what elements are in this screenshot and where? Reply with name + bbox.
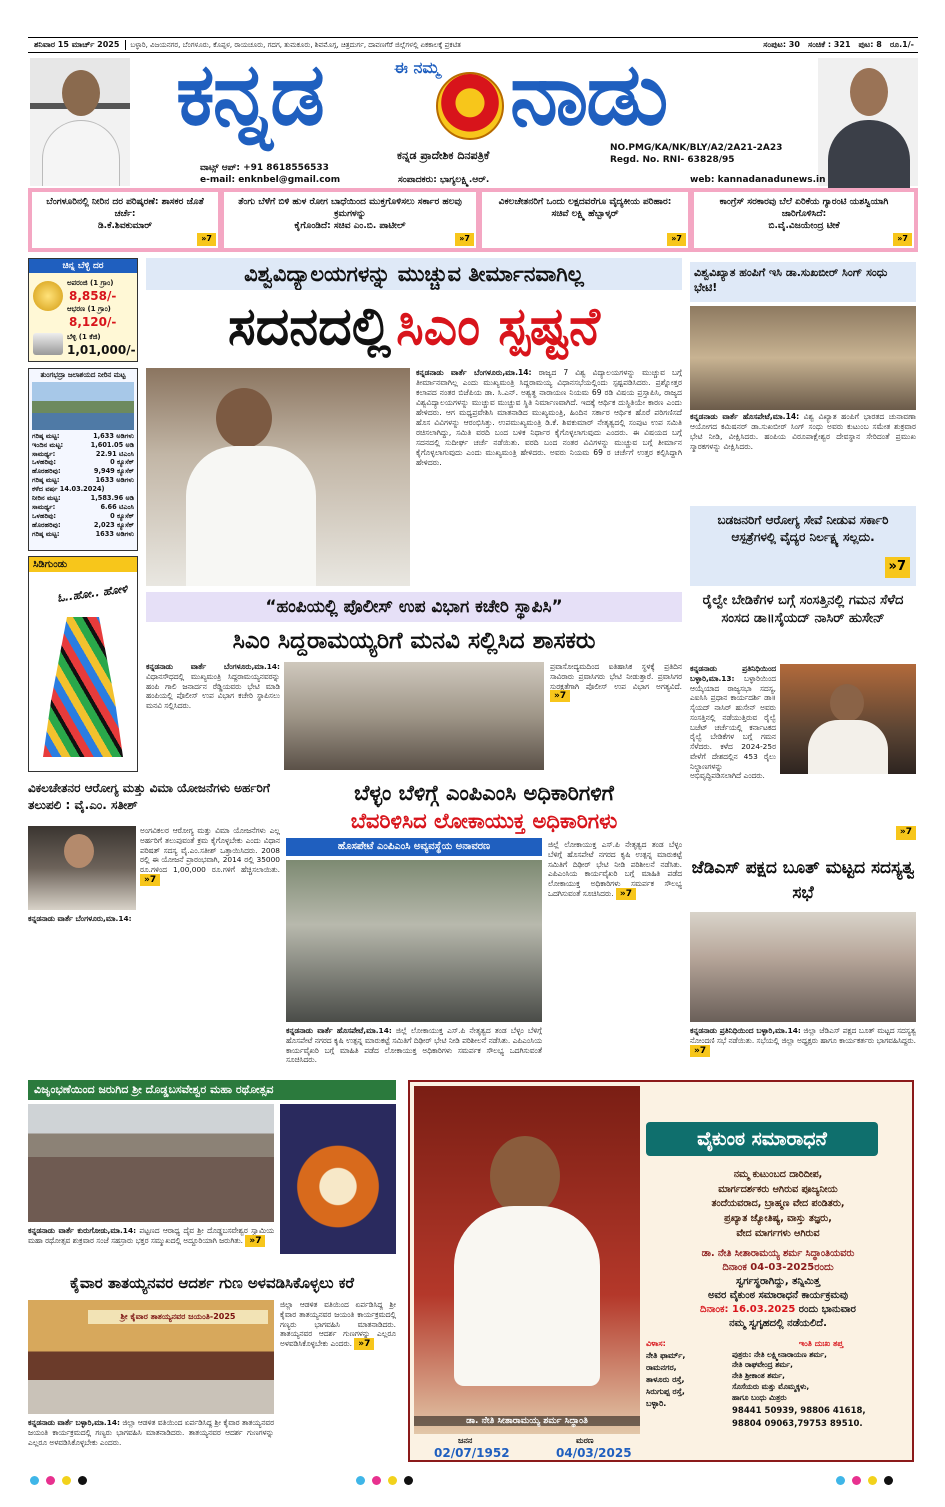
dam-row-value: 1,601.05 ಅಡಿ xyxy=(90,440,134,449)
obituary-address-title: ವಿಳಾಸ: xyxy=(646,1339,666,1348)
teaser-4-page: »7 xyxy=(893,233,912,246)
dam-row xyxy=(32,494,134,503)
lead-body xyxy=(416,368,682,586)
obituary-family-title: ಇಂತಿ ದುಃಖ ತಪ್ತ xyxy=(798,1339,844,1348)
obituary-text xyxy=(646,1168,910,1242)
print-registration-right xyxy=(836,1470,900,1489)
editor: ಸಂಪಾದಕರು: ಭಾಗ್ಯಲಕ್ಷ್ಮಿ.ಆರ್. xyxy=(398,175,490,185)
teaser-4[interactable] xyxy=(694,192,914,248)
dam-row xyxy=(32,450,134,459)
health-page: »7 xyxy=(885,557,910,578)
dam-row xyxy=(32,476,134,485)
reg-no-1: NO.PMG/KA/NK/BLY/A2/2A21-2A23 xyxy=(610,143,783,153)
satish-headline: ವಿಕಲಚೇತನರ ಆರೋಗ್ಯ ಮತ್ತು ವಿಮಾ ಯೋಜನೆಗಳು ಅರ್ಹರಿಗೆ ತಲುಪಲಿ : ವೈ.ಎಂ. ಸತೀಶ್ xyxy=(28,781,270,813)
silver-value: 1,01,000/- xyxy=(67,343,136,357)
gold22-value: 8,120/- xyxy=(69,315,117,329)
silver-icon xyxy=(33,333,63,355)
dam-row-label: ಒಳಹರಿವು: xyxy=(32,458,57,467)
cartoon-figure xyxy=(43,617,123,757)
lokayukta-text: ಜಿಲ್ಲೆ ಲೋಕಾಯುಕ್ತ ಎಸ್.ಪಿ ನೇತೃತ್ವದ ತಂಡ ಬೆಳ್ಳಂ ಬೆಳಿಗ್ಗೆ ಹೊಸಪೇಟೆ ನಗರದ ಕೃಷಿ ಉತ್ಪನ್ನ ಮಾರುಕಟ್ಟೆ ಸಮಿತಿಗೆ ದಿಢೀರ್ ಭೇಟಿ ನೀಡಿ ಪರಿಶೀಲನೆ ನಡೆಸಿತು. ಎಪಿಎಂಸಿಯ ಕಾರ್ಯವೈಖರಿ ಬಗ್ಗೆ ಮಾಹಿತಿ ಪಡೆದ ಲೋಕಾಯುಕ್ತ ಅಧಿಕಾರಿಗಳು ಸಮರ್ಪಕ ಸೌಲಭ್ಯ ಒದಗಿಸುವಂತೆ ಸೂಚಿಸಿದರು. xyxy=(286,1026,542,1065)
obituary-address-line: ತಾಳೂರು ರಸ್ತೆ, xyxy=(646,1375,685,1384)
kaiwara-text: ಜಿಲ್ಲಾ ಆಡಳಿತ ವತಿಯಿಂದ ಏರ್ಪಡಿಸಿದ್ದ ಶ್ರೀ ಕೈವಾರ ತಾತಯ್ಯನವರ ಜಯಂತಿ ಕಾರ್ಯಕ್ರಮದಲ್ಲಿ ಗಣ್ಯರು ಭಾಗವಹಿಸಿ ಮಾತನಾಡಿದರು. ತಾತಯ್ಯನವರ ಆದರ್ಶ ಗುಣಗಳನ್ನು ಎಲ್ಲರೂ ಅಳವಡಿಸಿಕೊಳ್ಳಬೇಕು ಎಂದರು. xyxy=(28,1418,274,1447)
kaiwara-body-2 xyxy=(280,1300,396,1462)
teaser-4-by: ಬಿ.ವೈ.ವಿಜಯೇಂದ್ರ ಟೀಕೆ xyxy=(768,221,840,232)
cartoon-title: ಸಿಡಿಗುಂಡು xyxy=(29,557,137,572)
top-strip xyxy=(28,37,918,53)
portrait-right xyxy=(818,58,918,186)
satish-page: »7 xyxy=(140,874,160,886)
lokayukta-line2: ಬೆವರಿಳಿಸಿದ ಲೋಕಾಯುಕ್ತ ಅಧಿಕಾರಿಗಳು xyxy=(350,809,618,833)
obituary-event-date-label: ದಿನಾಂಕ: xyxy=(700,1304,729,1315)
kaiwara-text-2: ಜಿಲ್ಲಾ ಆಡಳಿತ ವತಿಯಿಂದ ಏರ್ಪಡಿಸಿದ್ದ ಶ್ರೀ ಕೈವಾರ ತಾತಯ್ಯನವರ ಜಯಂತಿ ಕಾರ್ಯಕ್ರಮದಲ್ಲಿ ಗಣ್ಯರು ಭಾಗವಹಿಸಿ ಮಾತನಾಡಿದರು. ತಾತಯ್ಯನವರ ಆದರ್ಶ ಗುಣಗಳನ್ನು ಎಲ್ಲರೂ ಅಳವಡಿಸಿಕೊಳ್ಳಬೇಕು ಎಂದರು. xyxy=(280,1300,396,1349)
railway-dateline: ಕನ್ನಡನಾಡು ಪ್ರತಿನಿಧಿಯಿಂದ ಬಳ್ಳಾರಿ,ಮಾ.13: xyxy=(690,664,776,683)
railway-body-2 xyxy=(690,796,916,848)
dam-row-label: ಗರಿಷ್ಠ ಮಟ್ಟ: xyxy=(32,431,60,440)
lead-headline-red: ಸಿಎಂ ಸ್ಪಷ್ಟನೆ xyxy=(396,297,600,357)
dam-row-value: 0 ಕ್ಯೂಸೆಕ್ xyxy=(110,458,134,467)
dam-title: ತುಂಗಭದ್ರಾ ಜಲಾಶಯದ ನೀರಿನ ಮಟ್ಟ xyxy=(40,371,126,379)
teaser-2-by: ಕೈಗೊಂಡಿದೆ: ಸಚಿವ ಎಂ.ಬಿ. ಪಾಟೀಲ್ xyxy=(294,221,406,232)
dam-row-value: 1633 ಅಡಿಗಳು xyxy=(95,476,134,485)
dam-row xyxy=(32,503,134,512)
dam-row-value: 22.91 ಟಿಎಂಸಿ xyxy=(95,449,134,458)
dam-row-value: 0 ಕ್ಯೂಸೆಕ್ xyxy=(110,511,134,520)
dam-row-label: ನೀರಿನ ಮಟ್ಟ: xyxy=(32,493,61,502)
lead-kicker: ವಿಶ್ವವಿದ್ಯಾಲಯಗಳನ್ನು ಮುಚ್ಚುವ ತೀರ್ಮಾನವಾಗಿಲ್ಲ xyxy=(146,258,682,290)
obituary-name: ಡಾ. ನೇತಿ ಸೀತಾರಾಮಯ್ಯ ಶರ್ಮ ಸಿದ್ಧಾಂತಿಯವರು xyxy=(701,1248,855,1259)
kaiwara-body xyxy=(28,1418,274,1462)
dam-row-value: 9,949 ಕ್ಯೂಸೆಕ್ xyxy=(93,467,134,476)
dam-box xyxy=(28,368,138,551)
dam-row-label: ಗರಿಷ್ಠ ಮಟ್ಟ: xyxy=(32,476,60,485)
dam-row xyxy=(32,530,134,539)
obituary-death: 04/03/2025 xyxy=(556,1446,632,1460)
kaiwara-photo xyxy=(28,1300,274,1414)
dam-row xyxy=(32,458,134,467)
teaser-1[interactable] xyxy=(32,192,218,248)
hampi-dateline: ಕನ್ನಡನಾಡು ವಾರ್ತೆ ಹೊಸಪೇಟೆ,ಮಾ.14: xyxy=(690,412,800,421)
hampi-text: ವಿಶ್ವ ವಿಖ್ಯಾತ ಹಂಪಿಗೆ ಭಾರತದ ಚುನಾವಣಾ ಆಯೋಗದ ಕಮಿಷನರ್ ಡಾ.ಸುಖಬೀರ್ ಸಿಂಗ್ ಸಂಧು ಅವರು ಕುಟುಂಬ ಸಮೇತ ಶುಕ್ರವಾರ ಭೇಟಿ ನೀಡಿ, ವೀಕ್ಷಿಸಿದರು. ಹಂಪಿಯ ವಿರೂಪಾಕ್ಷೇಶ್ವರ ದೇವಸ್ಥಾನ ಸೇರಿದಂತೆ ಪ್ರಮುಖ ಸ್ಮಾರಕಗಳನ್ನು ವೀಕ್ಷಿಸಿದರು. xyxy=(690,412,916,452)
lokayukta-text-2: ಜಿಲ್ಲೆ ಲೋಕಾಯುಕ್ತ ಎಸ್.ಪಿ ನೇತೃತ್ವದ ತಂಡ ಬೆಳ್ಳಂ ಬೆಳಿಗ್ಗೆ ಹೊಸಪೇಟೆ ನಗರದ ಕೃಷಿ ಉತ್ಪನ್ನ ಮಾರುಕಟ್ಟೆ ಸಮಿತಿಗೆ ದಿಢೀರ್ ಭೇಟಿ ನೀಡಿ ಪರಿಶೀಲನೆ ನಡೆಸಿತು. ಎಪಿಎಂಸಿಯ ಕಾರ್ಯವೈಖರಿ ಬಗ್ಗೆ ಮಾಹಿತಿ ಪಡೆದ ಲೋಕಾಯುಕ್ತ ಅಧಿಕಾರಿಗಳು ಸಮರ್ಪಕ ಸೌಲಭ್ಯ ಒದಗಿಸುವಂತೆ ಸೂಚಿಸಿದರು. xyxy=(548,840,682,898)
teaser-1-by: ಡಿ.ಕೆ.ಶಿವಕುಮಾರ್ xyxy=(98,221,152,232)
obituary-line: ಪ್ರಖ್ಯಾತ ಜ್ಯೋತಿಷ್ಯ, ವಾಸ್ತು ತಜ್ಞರು, xyxy=(724,1213,832,1225)
obituary-event-date-line xyxy=(646,1304,910,1315)
obituary-ad xyxy=(408,1080,914,1462)
portrait-left xyxy=(30,58,130,186)
obituary-title: ವೈಕುಂಠ ಸಮಾರಾಧನೆ xyxy=(646,1122,878,1156)
gold24-label: ಅಪರಂಜಿ (1 ಗ್ರಾಂ) xyxy=(67,279,114,287)
cartoon-box xyxy=(28,556,138,772)
railway-headline: ರೈಲ್ವೇ ಬೇಡಿಕೆಗಳ ಬಗ್ಗೆ ಸಂಸತ್ತಿನಲ್ಲಿ ಗಮನ ಸೆಳೆದ ಸಂಸದ ಡಾ॥ಸೈಯದ್ ನಾಸಿರ್ ಹುಸೇನ್ xyxy=(702,593,904,627)
obituary-event-date: 16.03.2025 xyxy=(732,1304,796,1315)
lokayukta-kicker: ಹೊಸಪೇಟೆ ಎಂಪಿಎಂಸಿ ಅವ್ಯವಸ್ಥೆಯ ಅನಾವರಣ xyxy=(286,838,542,856)
lokayukta-body xyxy=(286,1026,542,1074)
obituary-line: ನಮ್ಮ ಕುಟುಂಬದ ದಾರಿದೀಪ, xyxy=(733,1169,823,1180)
silver-label: ಬೆಳ್ಳಿ (1 ಕೆಜಿ) xyxy=(67,333,101,341)
masthead-title-right: ನಾಡು xyxy=(510,45,667,145)
railway-photo xyxy=(780,664,916,774)
obituary-death-line: ದಿನಾಂಕ 04-03-2025ರಂದು xyxy=(722,1262,834,1273)
dam-row xyxy=(32,441,134,450)
satish-body xyxy=(140,826,280,1074)
jds-body xyxy=(690,1026,916,1074)
teaser-1-title: ಬೆಂಗಳೂರಿನಲ್ಲಿ ನೀರಿನ ದರ ಪರಿಷ್ಕರಣೆ: ಶಾಸಕರ ಜೊತೆ ಚರ್ಚೆ: xyxy=(46,197,204,220)
dam-row xyxy=(32,521,134,530)
dam-row-value: 1,633 ಅಡಿಗಳು xyxy=(93,431,134,440)
dam-row xyxy=(32,432,134,441)
satish-dateline: ಕನ್ನಡನಾಡು ವಾರ್ತೆ ಬೆಂಗಳೂರು,ಮಾ.14: xyxy=(28,914,132,923)
masthead-title-left: ಕನ್ನಡ xyxy=(176,45,323,145)
satish-text: ಅಂಗವಿಕಲರ ಆರೋಗ್ಯ ಮತ್ತು ವಿಮಾ ಯೋಜನೆಗಳು ಎಲ್ಲ ಅರ್ಹರಿಗೆ ತಲುಪುವಂತೆ ಕ್ರಮ ಕೈಗೊಳ್ಳಬೇಕು ಎಂದು ವಿಧಾನ ಪರಿಷತ್ ಸದಸ್ಯ ವೈ.ಎಂ.ಸತೀಶ್ ಒತ್ತಾಯಿಸಿದರು. 2008 ರಲ್ಲಿ ಈ ಯೋಜನೆ ಪ್ರಾರಂಭವಾಗಿ, 2014 ರಲ್ಲಿ 35000 ರೂ.ಗಳಿಂದ 1,00,000 ರೂ.ಗಳಿಗೆ ಹೆಚ್ಚಿಸಲಾಯಿತು. xyxy=(140,826,280,875)
lokayukta-photo xyxy=(286,860,542,1022)
teaser-2-page: »7 xyxy=(455,233,474,246)
issue-date: ಶನಿವಾರ 15 ಮಾರ್ಚ್ 2025 xyxy=(28,40,126,50)
rathotsava-page: »7 xyxy=(245,1235,265,1247)
obituary-caption: ಡಾ. ನೇತಿ ಸೀತಾರಾಮಯ್ಯ ಶರ್ಮ ಸಿದ್ಧಾಂತಿ xyxy=(414,1416,640,1426)
obituary-line: ವೇದ ಮಾರ್ಗಗಳು ಆಗಿರುವ xyxy=(736,1227,820,1239)
hampi-photo xyxy=(690,306,916,410)
police-text: ವಿಧಾನಸೌಧದಲ್ಲಿ ಮುಖ್ಯಮಂತ್ರಿ ಸಿದ್ದರಾಮಯ್ಯನವರನ್ನು ಹಂಪಿ ಗಾಲಿ ಜನಾರ್ದನ ರೆಡ್ಡಿಯವರು ಭೇಟಿ ಮಾಡಿ ಹಂಪಿಯಲ್ಲಿ ಪೊಲೀಸ್ ಉಪ ವಿಭಾಗ ಕಚೇರಿ ಸ್ಥಾಪಿಸಲು ಮನವಿ ಸಲ್ಲಿಸಿದರು. xyxy=(146,671,280,711)
obituary-family-box xyxy=(732,1338,910,1458)
kaiwara-page: »7 xyxy=(354,1338,374,1350)
satish-photo xyxy=(28,826,136,910)
teaser-4-title: ಕಾಂಗ್ರೆಸ್ ಸರಕಾರವು ಬೆಲೆ ಏರಿಕೆಯ ಗ್ಯಾರಂಟಿ ಯಶಸ್ವಿಯಾಗಿ ಜಾರಿಗೊಳಿಸಿದೆ: xyxy=(719,197,889,220)
price-box xyxy=(28,258,138,362)
dam-row-label: ಹೊರಹರಿವು: xyxy=(32,520,61,529)
police-headline: ಸಿಎಂ ಸಿದ್ದರಾಮಯ್ಯರಿಗೆ ಮನವಿ ಸಲ್ಲಿಸಿದ ಶಾಸಕರು xyxy=(232,628,596,654)
dam-row-label: ಸಾಮರ್ಥ್ಯ: xyxy=(32,449,56,458)
website: web: kannadanadunews.in xyxy=(690,175,826,185)
police-page: »7 xyxy=(550,690,570,702)
teaser-3[interactable] xyxy=(482,192,688,248)
gold24-value: 8,858/- xyxy=(69,289,117,303)
obituary-family-line: ಹಾಗೂ ಬಂಧು ಮಿತ್ರರು xyxy=(732,1392,787,1402)
kaiwara-headline: ಕೈವಾರ ತಾತಯ್ಯನವರ ಆದರ್ಶ ಗುಣ ಅಳವಡಿಸಿಕೊಳ್ಳಲು ಕರೆ xyxy=(69,1274,355,1292)
reg-no-2: Regd. No. RNI- 63828/95 xyxy=(610,155,735,165)
lokayukta-line1: ಬೆಳ್ಳಂ ಬೆಳಿಗ್ಗೆ ಎಂಪಿಎಂಸಿ ಅಧಿಕಾರಿಗಳಿಗೆ xyxy=(354,781,614,805)
police-body xyxy=(146,662,280,772)
teaser-2-title: ತೆಂಗು ಬೆಳೆಗೆ ಬಿಳಿ ಹುಳ ರೋಗ ಬಾಧೆಯಿಂದ ಮುಕ್ತಗೊಳಿಸಲು ಸರ್ಕಾರ ಹಲವು ಕ್ರಮಗಳನ್ನು xyxy=(238,197,462,220)
dam-row xyxy=(32,485,134,494)
railway-text: ಬಳ್ಳಾರಿಯಿಂದ ಆಯ್ಕೆಯಾದ ರಾಜ್ಯಸಭಾ ಸದಸ್ಯ, ಎಐಸಿಸಿ ಪ್ರಧಾನ ಕಾರ್ಯದರ್ಶಿ ಡಾ॥ಸೈಯದ್ ನಾಸಿರ್ ಹುಸೇನ್ ಅವರು ಸಂಸತ್ತಿನಲ್ಲಿ ನಡೆಯುತ್ತಿರುವ ರೈಲ್ವೆ ಬಜೆಟ್ ಚರ್ಚೆಯಲ್ಲಿ ಕರ್ನಾಟಕದ ರೈಲ್ವೆ ಬೇಡಿಕೆಗಳ ಬಗ್ಗೆ ಗಮನ ಸೆಳೆದರು. ಕಳೆದ 2024-25ರ ವೇಳೆಗೆ ದೇಶದಲ್ಲಿನ 453 ರೈಲು ನಿಲ್ದಾಣಗಳನ್ನು ಅಭಿವೃದ್ಧಿಪಡಿಸಲಾಗಿದೆ ಎಂದರು. xyxy=(690,673,776,781)
dam-row xyxy=(32,512,134,521)
hampi-body xyxy=(690,412,916,500)
rathotsava-photo-idol xyxy=(280,1104,396,1254)
obituary-family-line: ನೇತಿ ಶ್ರೀಕಾಂತ ಶರ್ಮ, xyxy=(732,1371,785,1381)
gold22-label: ಆಭರಣ (1 ಗ್ರಾಂ) xyxy=(67,305,111,313)
obituary-address-line: ಬಳ್ಳಾರಿ. xyxy=(646,1399,667,1408)
tagline: ಕನ್ನಡ ಪ್ರಾದೇಶಿಕ ದಿನಪತ್ರಿಕೆ xyxy=(397,149,490,162)
health-box xyxy=(690,506,916,586)
teaser-3-title: ವಿಕಲಚೇತನರಿಗೆ ಒಂದು ಲಕ್ಷದವರೆಗೂ ವೈದ್ಯಕೀಯ ಪರಿಹಾರ: xyxy=(498,197,672,207)
print-registration-left xyxy=(30,1470,94,1489)
rathotsava-dateline: ಕನ್ನಡನಾಡು ವಾರ್ತೆ ಕುರುಗೋಡು,ಮಾ.14: xyxy=(28,1226,137,1235)
obituary-family-line: ಪುತ್ರರು: ನೇತಿ ಲಕ್ಷ್ಮೀನಾರಾಯಣ ಶರ್ಮ, xyxy=(732,1349,827,1359)
jds-headline: ಜೆಡಿಎಸ್ ಪಕ್ಷದ ಬೂತ್ ಮಟ್ಟದ ಸದಸ್ಯತ್ವ ಸಭೆ xyxy=(691,858,915,903)
obituary-address xyxy=(646,1350,728,1410)
obituary-birth-label: ಜನನ xyxy=(458,1436,473,1445)
dam-row-label: ಕಳೆದ ವರ್ಷ 14.03.2024) xyxy=(32,485,105,494)
rathotsava-text: ಪಟ್ಟಣದ ಆರಾಧ್ಯ ದೈವ ಶ್ರೀ ದೊಡ್ಡಬಸವೇಶ್ವರ ಸ್ವಾಮಿಯ ಮಹಾ ರಥೋತ್ಸವ ಶುಕ್ರವಾರ ಸಂಜೆ ಸಹಸ್ರಾರು ಭಕ್ತರ ಸಮ್ಮುಖದಲ್ಲಿ ಅದ್ದೂರಿಯಾಗಿ ಜರುಗಿತು. xyxy=(28,1226,274,1245)
dam-row xyxy=(32,467,134,476)
rathotsava-headline: ವಿಜೃಂಭಣೆಯಿಂದ ಜರುಗಿದ ಶ್ರೀ ದೊಡ್ಡಬಸವೇಶ್ವರ ಮಹಾ ರಥೋತ್ಸವ xyxy=(28,1080,396,1100)
cartoon-caption: ಓ..ಹೋ.. ಹೋಳಿ xyxy=(56,582,128,605)
issue-no: ಸಂಚಿಕೆ : 321 xyxy=(807,40,851,49)
lead-dateline: ಕನ್ನಡನಾಡು ವಾರ್ತೆ ಬೆಂಗಳೂರು,ಮಾ.14: xyxy=(416,368,532,377)
rathotsava-photo-crowd xyxy=(28,1104,274,1222)
obituary-phone-line: 98441 50939, 98806 41618, xyxy=(732,1406,866,1417)
obituary-line: ಮಾರ್ಗದರ್ಶಕರು ಆಗಿರುವ ಪೂಜ್ಯನೀಯ xyxy=(718,1183,838,1195)
lokayukta-body-2 xyxy=(548,840,682,1074)
teaser-3-by: ಸಚಿವೆ ಲಕ್ಷ್ಮಿ ಹೆಬ್ಬಾಳ್ಕರ್ xyxy=(551,209,619,220)
dam-row-label: ಒಳಹರಿವು: xyxy=(32,511,57,520)
hampi-kicker: ವಿಶ್ವವಿಖ್ಯಾತ ಹಂಪಿಗೆ ಇಸಿ ಡಾ.ಸುಖಬೀರ್ ಸಿಂಗ್ ಸಂಧು ಭೇಟಿ! xyxy=(690,262,916,302)
obituary-address-box xyxy=(646,1338,728,1458)
obituary-photo xyxy=(414,1086,640,1434)
obituary-event-day: ರಂದು ಭಾನುವಾರ xyxy=(798,1304,856,1315)
print-registration-mid xyxy=(356,1470,420,1489)
dam-row-label: ಸಾಮರ್ಥ್ಯ: xyxy=(32,502,56,511)
obituary-phones xyxy=(732,1405,910,1430)
price-box-title: ಚಿನ್ನ ಬೆಳ್ಳಿ ದರ xyxy=(29,259,137,273)
rathotsava-body xyxy=(28,1226,274,1268)
jds-text: ಜಿಲ್ಲಾ ಜೆಡಿಎಸ್ ಪಕ್ಷದ ಬೂತ್ ಮಟ್ಟದ ಸದಸ್ಯತ್ವ ನೋಂದಣಿ ಸಭೆ ನಡೆಯಿತು. ಸಭೆಯಲ್ಲಿ ಜಿಲ್ಲಾ ಅಧ್ಯಕ್ಷರು ಹಾಗೂ ಕಾರ್ಯಕರ್ತರು ಭಾಗವಹಿಸಿದ್ದರು. xyxy=(690,1026,916,1045)
jds-page: »7 xyxy=(690,1045,710,1057)
jds-dateline: ಕನ್ನಡನಾಡು ಪ್ರತಿನಿಧಿಯಿಂದ ಬಳ್ಳಾರಿ,ಮಾ.14: xyxy=(690,1026,801,1035)
obituary-birth: 02/07/1952 xyxy=(434,1446,510,1460)
railway-body-1 xyxy=(690,664,776,794)
railway-page: »7 xyxy=(896,826,916,840)
obituary-family xyxy=(732,1350,910,1404)
masthead-small-title: ಈ ನಮ್ಮ xyxy=(394,58,440,77)
dam-photo xyxy=(32,382,134,430)
price: ರೂ.1/- xyxy=(889,40,914,49)
lead-headline xyxy=(146,292,682,362)
police-body-2 xyxy=(550,662,682,772)
kaiwara-dateline: ಕನ್ನಡನಾಡು ವಾರ್ತೆ ಬಳ್ಳಾರಿ,ಮಾ.14: xyxy=(28,1418,120,1427)
jds-photo xyxy=(690,912,916,1022)
teaser-3-page: »7 xyxy=(667,233,686,246)
lokayukta-page: »7 xyxy=(616,888,636,900)
obituary-family-line: ನೇತಿ ರಾಘವೇಂದ್ರ ಶರ್ಮ, xyxy=(732,1360,793,1370)
police-text-2: ಪ್ರವಾಸೋದ್ಯಮದಿಂದ ಐತಿಹಾಸಿಕ ಸ್ಥಳಕ್ಕೆ ಪ್ರತಿದಿನ ಸಾವಿರಾರು ಪ್ರವಾಸಿಗರು ಭೇಟಿ ನೀಡುತ್ತಾರೆ. ಪ್ರವಾಸಿಗರ ಸುರಕ್ಷತೆಗಾಗಿ ಪೊಲೀಸ್ ಉಪ ವಿಭಾಗ ಅಗತ್ಯವಿದೆ. xyxy=(550,662,682,691)
obituary-line: ತಂದೆಯವರಾದ, ಬ್ರಾಹ್ಮಣ ವೇದ ಪಂಡಿತರು, xyxy=(711,1198,845,1210)
dam-row-label: ಇಂದಿನ ಮಟ್ಟ: xyxy=(32,440,64,449)
dam-row-value: 1,583.96 ಅಡಿ xyxy=(90,493,134,502)
lead-headline-black: ಸದನದಲ್ಲಿ xyxy=(228,297,392,357)
police-photo xyxy=(284,662,544,770)
obituary-family-line: ಸೊಸೆಯರು ಮತ್ತು ಮೊಮ್ಮಕ್ಕಳು, xyxy=(732,1381,810,1391)
kaiwara-banner: ಶ್ರೀ ಕೈವಾರ ತಾತಯ್ಯನವರ ಜಯಂತಿ-2025 xyxy=(88,1310,268,1324)
dam-table xyxy=(29,430,137,541)
obituary-heaven: ಸ್ವರ್ಗಸ್ಥರಾಗಿದ್ದು, ತನ್ನಿಮಿತ್ತ xyxy=(735,1276,821,1287)
teaser-1-page: »7 xyxy=(197,233,216,246)
police-dateline: ಕನ್ನಡನಾಡು ವಾರ್ತೆ ಬೆಂಗಳೂರು,ಮಾ.14: xyxy=(146,662,280,671)
dam-row-value: 6.66 ಟಿಎಂಸಿ xyxy=(100,502,134,511)
masthead-emblem xyxy=(436,72,504,140)
dam-row-label: ಗರಿಷ್ಠ ಮಟ್ಟ: xyxy=(32,529,60,538)
obituary-death-label: ಮರಣ xyxy=(576,1436,594,1445)
obituary-address-line: ಸಿರುಗುಪ್ಪ ರಸ್ತೆ, xyxy=(646,1387,685,1396)
obituary-event: ಅವರ ವೈಕುಂಠ ಸಮಾರಾಧನೆ ಕಾರ್ಯಕ್ರಮವು xyxy=(707,1290,849,1301)
gold-icon xyxy=(33,281,63,311)
whatsapp: ವಾಟ್ಸ್ ಆಪ್: +91 8618556533 xyxy=(200,163,329,173)
lokayukta-dateline: ಕನ್ನಡನಾಡು ವಾರ್ತೆ ಹೊಸಪೇಟೆ,ಮಾ.14: xyxy=(286,1026,392,1035)
lead-photo xyxy=(146,368,410,586)
dam-row-label: ಹೊರಹರಿವು: xyxy=(32,467,61,476)
obituary-phone-line: 98804 09063,79753 89510. xyxy=(732,1418,863,1429)
dam-row-value: 1633 ಅಡಿಗಳು xyxy=(95,529,134,538)
dam-row-value: 2,023 ಕ್ಯೂಸೆಕ್ xyxy=(93,520,134,529)
page-count: ಪುಟ: 8 xyxy=(858,40,882,49)
obituary-address-line: ನೇತಿ ಫಾರ್ಮ್, xyxy=(646,1351,686,1360)
police-kicker: “ಹಂಪಿಯಲ್ಲಿ ಪೊಲೀಸ್ ಉಪ ವಿಭಾಗ ಕಚೇರಿ ಸ್ಥಾಪಿಸಿ” xyxy=(146,592,682,622)
volume: ಸಂಪುಟ: 30 xyxy=(763,40,800,49)
email: e-mail: enknbel@gmail.com xyxy=(200,175,341,185)
districts-line: ಬಳ್ಳಾರಿ, ವಿಜಯನಗರ, ಬೆಂಗಳೂರು, ಕೊಪ್ಪಳ, ರಾಯಚೂರು, ಗದಗ, ತುಮಕೂರು, ಶಿವಮೊಗ್ಗ, ಚಿತ್ರದುರ್ಗ, ದಾವಣಗೆರೆ ಜಿಲ್ಲೆಗಳಲ್ಲಿ ಏಕಕಾಲಕ್ಕೆ ಪ್ರಕಟಿತ xyxy=(130,40,461,49)
obituary-address-line: ರಾಮನಗರ, xyxy=(646,1363,677,1372)
lead-text: ರಾಜ್ಯದ 7 ವಿಶ್ವ ವಿದ್ಯಾಲಯಗಳನ್ನು ಮುಚ್ಚುವ ಬಗ್ಗೆ ತೀರ್ಮಾನವಾಗಿಲ್ಲ ಎಂದು ಮುಖ್ಯಮಂತ್ರಿ ಸಿದ್ದರಾಮಯ್ಯ ವಿಧಾನಸಭೆಯಲ್ಲಿಂದು ಸ್ಪಷ್ಟಪಡಿಸಿದರು. ಪ್ರಶ್ನೋತ್ತರ ಕಲಾಪದ ನಂತರ ಬಿಜೆಪಿಯ ಡಾ. ಸಿ.ಎನ್. ಅಶ್ವತ್ಥ ನಾರಾಯಣ ನಿಯಮ 69 ರಡಿ ವಿಷಯ ಪ್ರಸ್ತಾಪಿಸಿ, ರಾಜ್ಯದ ವಿಶ್ವವಿದ್ಯಾಲಯಗಳನ್ನು ಮುಚ್ಚುವ ಮುಚ್ಚುವ ಸ್ಥಿತಿ ನಿರ್ಮಾಣವಾಗಿದೆ. ಇದಕ್ಕೆ ಆರ್ಥಿಕ ದುಸ್ಥಿತಿಯೇ ಕಾರಣ ಎಂದು ಹೇಳಿದರು. ಆಗ ಮಧ್ಯಪ್ರವೇಶಿಸಿ ಮಾತನಾಡಿದ ಮುಖ್ಯಮಂತ್ರಿ, ಹಿಂದಿನ ಸರ್ಕಾರ ಆರ್ಥಿಕ ಹೊರೆ ಪರಿಗಣಿಸದೆ ಹೊಸ ವಿವಿಗಳನ್ನು ಆರಂಭಿಸಿತ್ತು. ಉಪಮುಖ್ಯಮಂತ್ರಿ ಡಿ.ಕೆ. ಶಿವಕುಮಾರ್ ನೇತೃತ್ವದಲ್ಲಿ ಸಂಪುಟ ಉಪ ಸಮಿತಿ ರಚಿಸಲಾಗಿದ್ದು, ಸಮಿತಿ ವರದಿ ಬಂದ ಬಳಿಕ ನಿರ್ಧಾರ ಕೈಗೊಳ್ಳಲಾಗುವುದು ಎಂದರು. ಈ ವಿಷಯದ ಬಗ್ಗೆ ಸದನದಲ್ಲಿ ಸುದೀರ್ಘ ಚರ್ಚೆ ನಡೆಯಿತು. ವರದಿ ಬಂದ ನಂತರ ವಿವಿಗಳನ್ನು ಮುಚ್ಚುವ ಬಗ್ಗೆ ತೀರ್ಮಾನ ಕೈಗೊಳ್ಳಲಾಗುವುದು ಎಂದು ಮುಖ್ಯಮಂತ್ರಿ ಹೇಳಿದರು. ಅವರು ನಿಯಮ 69 ರ ಚರ್ಚೆಗೆ ಉತ್ತರ ಕಲ್ಪಿಸಿದ್ದಾಗಿ ಹೇಳಿದರು. xyxy=(416,368,682,468)
satish-dateline-box xyxy=(28,914,136,1074)
obituary-place: ನಮ್ಮ ಸ್ವಗೃಹದಲ್ಲಿ ನಡೆಯಲಿದೆ. xyxy=(729,1318,827,1329)
health-text: ಬಡಜನರಿಗೆ ಆರೋಗ್ಯ ಸೇವೆ ನೀಡುವ ಸರ್ಕಾರಿ ಆಸ್ಪತ್ರೆಗಳಲ್ಲಿ ವೈದ್ಯರ ನಿರ್ಲಕ್ಷ್ಯ ಸಲ್ಲದು. xyxy=(717,513,889,545)
teaser-2[interactable] xyxy=(224,192,476,248)
